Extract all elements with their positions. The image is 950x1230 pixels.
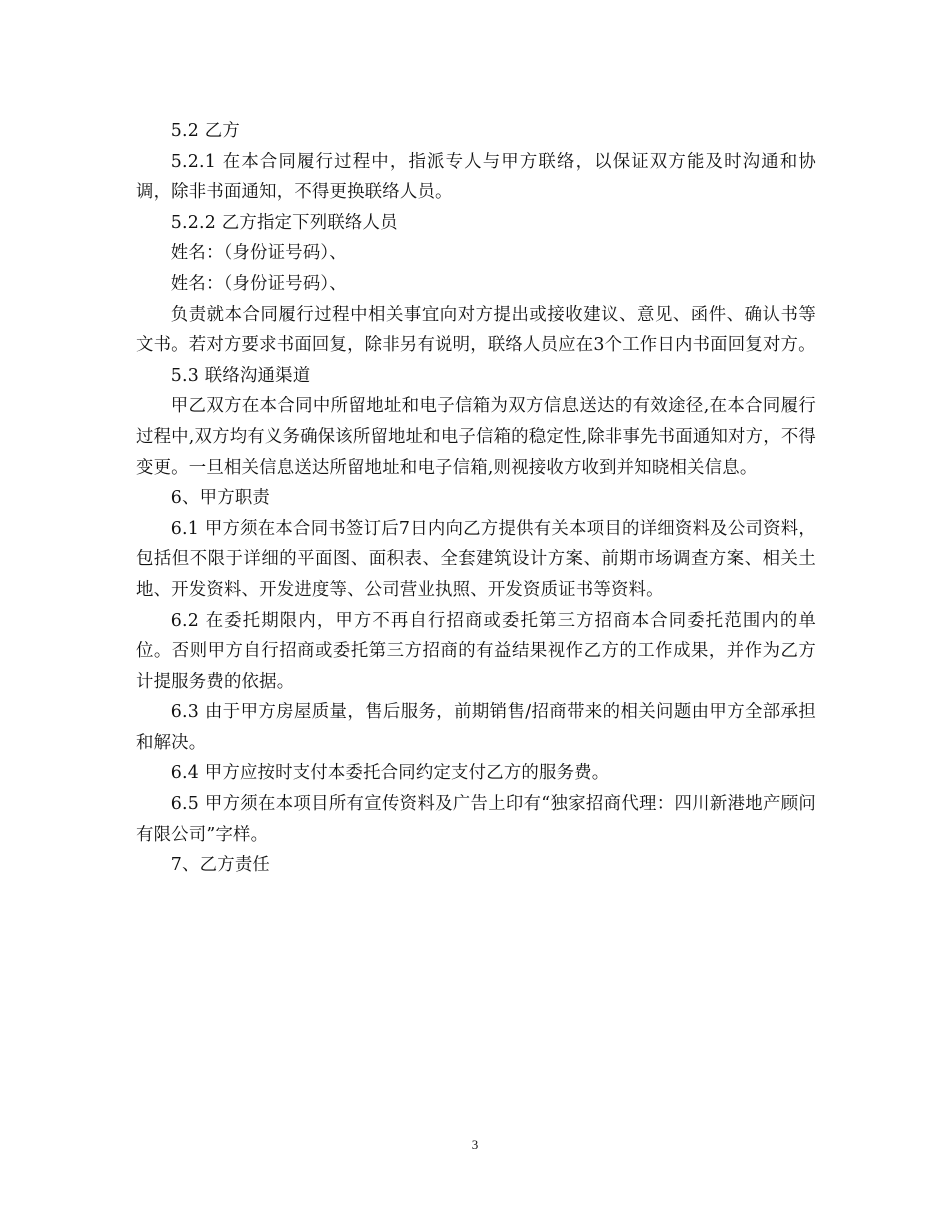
clause-6-3: 6.3 由于甲方房屋质量，售后服务，前期销售/招商带来的相关问题由甲方全部承担和解决。 [136,702,816,753]
body-text [136,116,816,881]
heading-5-3: 5.3 联络沟通渠道 [170,365,311,386]
heading-7: 7、乙方责任 [170,855,271,876]
contact-name-line-1: 姓名：（身份证号码）、 [170,243,347,264]
communication-channel-paragraph: 甲乙双方在本合同中所留地址和电子信箱为双方信息送达的有效途径,在本合同履行过程中,双方均有义务确保该所留地址和电子信箱的稳定性,除非事先书面通知对方，不得变更。一旦相关信息送达所留地址和电子信箱,则视接收方收到并知晓相关信息。 [136,396,816,478]
heading-6: 6、甲方职责 [170,488,271,509]
clause-6-1: 6.1 甲方须在本合同书签订后7日内向乙方提供有关本项目的详细资料及公司资料，包括但不限于详细的平面图、面积表、全套建筑设计方案、前期市场调查方案、相关土地、开发资料、开发进度等、公司营业执照、开发资质证书等资料。 [136,518,816,600]
contact-name-line-2: 姓名：（身份证号码）、 [170,273,347,294]
heading-5-2: 5.2 乙方 [170,121,240,141]
clause-6-4: 6.4 甲方应按时支付本委托合同约定支付乙方的服务费。 [170,763,610,784]
clause-5-2-1: 5.2.1 在本合同履行过程中，指派专人与甲方联络，以保证双方能及时沟通和协调，除非书面通知，不得更换联络人员。 [136,151,816,203]
clause-6-2: 6.2 在委托期限内，甲方不再自行招商或委托第三方招商本合同委托范围内的单位。否则甲方自行招商或委托第三方招商的有益结果视作乙方的工作成果，并作为乙方计提服务费的依据。 [136,610,816,692]
clause-5-2-2: 5.2.2 乙方指定下列联络人员 [170,212,398,233]
contact-responsibility-paragraph: 负责就本合同履行过程中相关事宜向对方提出或接收建议、意见、函件、确认书等文书。若对方要求书面回复，除非另有说明，联络人员应在3个工作日内书面回复对方。 [136,304,816,356]
page-number: 3 [471,1137,479,1152]
clause-6-5: 6.5 甲方须在本项目所有宣传资料及广告上印有“独家招商代理：四川新港地产顾问有限公司”字样。 [136,794,816,845]
